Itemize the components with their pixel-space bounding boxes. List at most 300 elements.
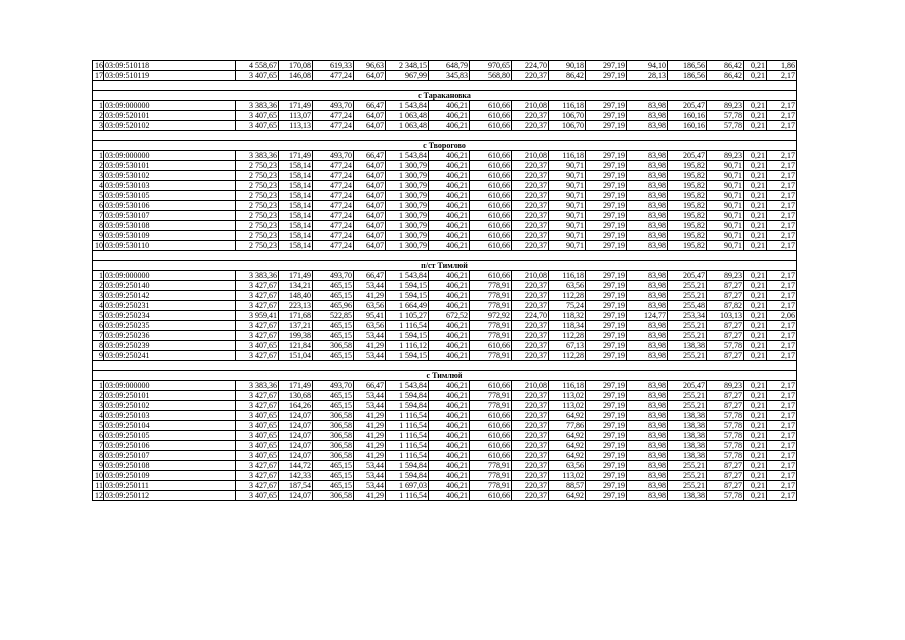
table-row [93,331,797,341]
value-cell: 87,27 [707,321,744,331]
value-cell: 77,86 [549,421,586,431]
value-cell: 144,72 [279,461,313,471]
value-cell: 53,44 [354,401,386,411]
value-cell: 63,56 [549,281,586,291]
value-cell: 493,70 [313,101,354,111]
row-index: 10 [93,471,104,481]
row-index: 1 [93,271,104,281]
value-cell: 0,21 [744,291,767,301]
value-cell: 138,38 [668,491,707,501]
section-header-row [93,91,797,101]
value-cell: 610,66 [470,231,512,241]
value-cell: 124,07 [279,451,313,461]
value-cell: 64,92 [549,441,586,451]
cadastral-code: 03:09:250142 [104,291,236,301]
value-cell: 2 750,23 [236,171,279,181]
value-cell: 1 594,15 [386,281,429,291]
value-cell: 1 116,54 [386,321,429,331]
cadastral-code: 03:09:250103 [104,411,236,421]
table-row [93,351,797,361]
value-cell: 406,21 [429,211,470,221]
value-cell: 2 750,23 [236,181,279,191]
value-cell: 83,98 [627,161,668,171]
value-cell: 53,44 [354,351,386,361]
value-cell: 106,70 [549,111,586,121]
value-cell: 477,24 [313,121,354,131]
value-cell: 57,78 [707,451,744,461]
value-cell: 195,82 [668,201,707,211]
value-cell: 1 300,79 [386,231,429,241]
value-cell: 63,56 [354,301,386,311]
value-cell: 53,44 [354,331,386,341]
value-cell: 83,98 [627,381,668,391]
value-cell: 0,21 [744,281,767,291]
value-cell: 41,29 [354,411,386,421]
value-cell: 116,18 [549,151,586,161]
table-row [93,151,797,161]
value-cell: 0,21 [744,461,767,471]
value-cell: 2,17 [767,181,797,191]
value-cell: 477,24 [313,231,354,241]
value-cell: 610,66 [470,101,512,111]
value-cell: 3 383,36 [236,381,279,391]
value-cell: 610,66 [470,171,512,181]
value-cell: 778,91 [470,471,512,481]
value-cell: 465,15 [313,321,354,331]
value-cell: 406,21 [429,281,470,291]
value-cell: 2,17 [767,431,797,441]
value-cell: 195,82 [668,171,707,181]
cadastral-code: 03:09:530107 [104,211,236,221]
value-cell: 297,19 [586,471,627,481]
value-cell: 3 427,67 [236,321,279,331]
value-cell: 90,71 [549,191,586,201]
value-cell: 619,33 [313,61,354,71]
value-cell: 90,71 [707,241,744,251]
cadastral-code: 03:09:250239 [104,341,236,351]
value-cell: 465,15 [313,481,354,491]
value-cell: 187,54 [279,481,313,491]
value-cell: 158,14 [279,161,313,171]
table-row [93,311,797,321]
value-cell: 477,24 [313,191,354,201]
value-cell: 255,48 [668,301,707,311]
row-index: 8 [93,341,104,351]
value-cell: 2,17 [767,491,797,501]
value-cell: 83,98 [627,271,668,281]
value-cell: 158,14 [279,181,313,191]
value-cell: 2,17 [767,391,797,401]
value-cell: 2 750,23 [236,201,279,211]
value-cell: 610,66 [470,181,512,191]
value-cell: 345,83 [429,71,470,81]
value-cell: 406,21 [429,451,470,461]
value-cell: 3 427,67 [236,291,279,301]
value-cell: 255,21 [668,291,707,301]
value-cell: 171,49 [279,151,313,161]
value-cell: 406,21 [429,351,470,361]
row-index: 3 [93,291,104,301]
table-row [93,441,797,451]
value-cell: 158,14 [279,191,313,201]
value-cell: 306,58 [313,451,354,461]
value-cell: 3 383,36 [236,101,279,111]
value-cell: 220,37 [512,321,549,331]
value-cell: 118,34 [549,321,586,331]
value-cell: 83,98 [627,351,668,361]
value-cell: 3 383,36 [236,271,279,281]
row-index: 7 [93,441,104,451]
value-cell: 94,10 [627,61,668,71]
value-cell: 3 427,67 [236,281,279,291]
row-index: 3 [93,401,104,411]
value-cell: 220,37 [512,451,549,461]
value-cell: 195,82 [668,191,707,201]
value-cell: 83,98 [627,111,668,121]
value-cell: 83,98 [627,461,668,471]
value-cell: 64,07 [354,191,386,201]
row-index: 4 [93,181,104,191]
value-cell: 83,98 [627,191,668,201]
value-cell: 477,24 [313,211,354,221]
value-cell: 465,15 [313,281,354,291]
table-row [93,271,797,281]
value-cell: 610,66 [470,161,512,171]
value-cell: 297,19 [586,71,627,81]
value-cell: 465,15 [313,291,354,301]
value-cell: 138,38 [668,411,707,421]
value-cell: 1 300,79 [386,241,429,251]
value-cell: 2,17 [767,151,797,161]
value-cell: 220,37 [512,71,549,81]
value-cell: 610,66 [470,191,512,201]
value-cell: 778,91 [470,461,512,471]
value-cell: 297,19 [586,161,627,171]
blank-row [93,361,797,371]
value-cell: 83,98 [627,471,668,481]
value-cell: 1 543,84 [386,101,429,111]
value-cell: 297,19 [586,271,627,281]
row-index: 9 [93,461,104,471]
value-cell: 64,07 [354,161,386,171]
value-cell: 113,02 [549,391,586,401]
row-index: 4 [93,411,104,421]
value-cell: 220,37 [512,291,549,301]
value-cell: 0,21 [744,441,767,451]
cadastral-code: 03:09:250241 [104,351,236,361]
value-cell: 90,71 [549,221,586,231]
data-table [92,60,797,501]
value-cell: 83,98 [627,211,668,221]
value-cell: 610,66 [470,241,512,251]
value-cell: 0,21 [744,421,767,431]
value-cell: 406,21 [429,421,470,431]
value-cell: 465,15 [313,351,354,361]
value-cell: 0,21 [744,161,767,171]
value-cell: 3 427,67 [236,301,279,311]
value-cell: 3 427,67 [236,471,279,481]
value-cell: 220,37 [512,211,549,221]
value-cell: 2,17 [767,291,797,301]
value-cell: 297,19 [586,401,627,411]
value-cell: 2,17 [767,411,797,421]
value-cell: 87,27 [707,461,744,471]
value-cell: 1 594,15 [386,331,429,341]
value-cell: 87,27 [707,401,744,411]
value-cell: 0,21 [744,481,767,491]
value-cell: 89,23 [707,381,744,391]
row-index: 17 [93,71,104,81]
value-cell: 2,17 [767,171,797,181]
value-cell: 89,23 [707,101,744,111]
value-cell: 1 697,03 [386,481,429,491]
value-cell: 138,38 [668,431,707,441]
value-cell: 57,78 [707,431,744,441]
value-cell: 0,21 [744,71,767,81]
value-cell: 0,21 [744,241,767,251]
value-cell: 64,07 [354,201,386,211]
value-cell: 2,17 [767,221,797,231]
value-cell: 2 750,23 [236,191,279,201]
row-index: 2 [93,161,104,171]
value-cell: 90,71 [707,161,744,171]
row-index: 2 [93,111,104,121]
row-index: 2 [93,391,104,401]
value-cell: 118,32 [549,311,586,321]
value-cell: 134,21 [279,281,313,291]
value-cell: 66,47 [354,271,386,281]
value-cell: 220,37 [512,341,549,351]
cadastral-code: 03:09:530102 [104,171,236,181]
value-cell: 63,56 [354,321,386,331]
value-cell: 0,21 [744,231,767,241]
value-cell: 87,27 [707,281,744,291]
value-cell: 255,21 [668,481,707,491]
value-cell: 0,21 [744,491,767,501]
value-cell: 1 543,84 [386,381,429,391]
value-cell: 210,08 [512,101,549,111]
value-cell: 297,19 [586,241,627,251]
value-cell: 477,24 [313,221,354,231]
value-cell: 2,17 [767,121,797,131]
row-index: 7 [93,211,104,221]
value-cell: 2 750,23 [236,211,279,221]
value-cell: 2,17 [767,481,797,491]
value-cell: 0,21 [744,61,767,71]
row-index: 6 [93,321,104,331]
value-cell: 477,24 [313,241,354,251]
value-cell: 3 427,67 [236,331,279,341]
value-cell: 610,66 [470,421,512,431]
value-cell: 465,15 [313,471,354,481]
value-cell: 297,19 [586,411,627,421]
value-cell: 220,37 [512,241,549,251]
value-cell: 253,34 [668,311,707,321]
value-cell: 0,21 [744,431,767,441]
value-cell: 57,78 [707,341,744,351]
row-index: 3 [93,171,104,181]
value-cell: 67,13 [549,341,586,351]
value-cell: 199,38 [279,331,313,341]
value-cell: 297,19 [586,351,627,361]
value-cell: 195,82 [668,231,707,241]
value-cell: 223,13 [279,301,313,311]
section-title: с Творогово [93,141,797,151]
value-cell: 138,38 [668,421,707,431]
value-cell: 0,21 [744,351,767,361]
value-cell: 160,16 [668,111,707,121]
value-cell: 406,21 [429,181,470,191]
table-row [93,241,797,251]
section-header-row [93,371,797,381]
value-cell: 3 407,65 [236,431,279,441]
value-cell: 610,66 [470,111,512,121]
value-cell: 406,21 [429,241,470,251]
table-row [93,231,797,241]
value-cell: 220,37 [512,461,549,471]
value-cell: 1 300,79 [386,171,429,181]
table-row [93,451,797,461]
value-cell: 220,37 [512,331,549,341]
value-cell: 493,70 [313,381,354,391]
value-cell: 220,37 [512,301,549,311]
value-cell: 297,19 [586,121,627,131]
value-cell: 1,86 [767,61,797,71]
value-cell: 0,21 [744,401,767,411]
value-cell: 1 300,79 [386,181,429,191]
table-row [93,321,797,331]
row-index: 9 [93,351,104,361]
value-cell: 87,27 [707,351,744,361]
value-cell: 2,17 [767,341,797,351]
value-cell: 220,37 [512,201,549,211]
value-cell: 1 300,79 [386,221,429,231]
value-cell: 124,07 [279,421,313,431]
value-cell: 406,21 [429,431,470,441]
value-cell: 83,98 [627,321,668,331]
value-cell: 3 407,65 [236,451,279,461]
value-cell: 106,70 [549,121,586,131]
cadastral-code: 03:09:250235 [104,321,236,331]
value-cell: 3 407,65 [236,341,279,351]
value-cell: 90,71 [707,181,744,191]
value-cell: 970,65 [470,61,512,71]
value-cell: 0,21 [744,341,767,351]
row-index: 5 [93,191,104,201]
value-cell: 297,19 [586,281,627,291]
cadastral-code: 03:09:530109 [104,231,236,241]
row-index: 6 [93,201,104,211]
value-cell: 220,37 [512,421,549,431]
blank-row [93,131,797,141]
table-row [93,481,797,491]
row-index: 10 [93,241,104,251]
value-cell: 90,71 [707,211,744,221]
value-cell: 137,21 [279,321,313,331]
value-cell: 124,07 [279,491,313,501]
value-cell: 53,44 [354,281,386,291]
value-cell: 0,21 [744,171,767,181]
value-cell: 195,82 [668,211,707,221]
value-cell: 1 594,15 [386,291,429,301]
value-cell: 0,21 [744,221,767,231]
table-row [93,201,797,211]
value-cell: 0,21 [744,331,767,341]
value-cell: 83,98 [627,441,668,451]
value-cell: 465,96 [313,301,354,311]
value-cell: 778,91 [470,481,512,491]
value-cell: 90,71 [549,181,586,191]
value-cell: 96,63 [354,61,386,71]
value-cell: 90,71 [549,171,586,181]
value-cell: 406,21 [429,201,470,211]
cadastral-code: 03:09:530105 [104,191,236,201]
value-cell: 138,38 [668,341,707,351]
value-cell: 406,21 [429,271,470,281]
value-cell: 2,17 [767,211,797,221]
value-cell: 90,71 [549,241,586,251]
value-cell: 778,91 [470,291,512,301]
value-cell: 87,27 [707,391,744,401]
value-cell: 53,44 [354,471,386,481]
value-cell: 220,37 [512,161,549,171]
value-cell: 297,19 [586,481,627,491]
value-cell: 255,21 [668,401,707,411]
value-cell: 1 116,54 [386,491,429,501]
value-cell: 2,17 [767,271,797,281]
value-cell: 610,66 [470,381,512,391]
row-index: 5 [93,421,104,431]
value-cell: 113,02 [549,401,586,411]
value-cell: 465,15 [313,461,354,471]
value-cell: 3 383,36 [236,151,279,161]
value-cell: 297,19 [586,151,627,161]
table-row [93,291,797,301]
value-cell: 3 427,67 [236,391,279,401]
value-cell: 465,15 [313,401,354,411]
value-cell: 116,18 [549,101,586,111]
value-cell: 113,07 [279,111,313,121]
table-row [93,101,797,111]
value-cell: 195,82 [668,181,707,191]
value-cell: 610,66 [470,341,512,351]
value-cell: 64,92 [549,431,586,441]
value-cell: 83,98 [627,301,668,311]
value-cell: 0,21 [744,191,767,201]
value-cell: 406,21 [429,481,470,491]
table-row [93,341,797,351]
value-cell: 90,71 [707,221,744,231]
value-cell: 57,78 [707,411,744,421]
value-cell: 297,19 [586,331,627,341]
value-cell: 1 594,84 [386,461,429,471]
value-cell: 83,98 [627,151,668,161]
value-cell: 0,21 [744,211,767,221]
cadastral-code: 03:09:250140 [104,281,236,291]
value-cell: 90,71 [707,171,744,181]
value-cell: 220,37 [512,181,549,191]
value-cell: 297,19 [586,181,627,191]
value-cell: 220,37 [512,351,549,361]
value-cell: 0,21 [744,271,767,281]
cadastral-code: 03:09:250231 [104,301,236,311]
value-cell: 88,57 [549,481,586,491]
value-cell: 406,21 [429,121,470,131]
value-cell: 146,08 [279,71,313,81]
cadastral-code: 03:09:250106 [104,441,236,451]
cadastral-code: 03:09:250234 [104,311,236,321]
value-cell: 778,91 [470,401,512,411]
